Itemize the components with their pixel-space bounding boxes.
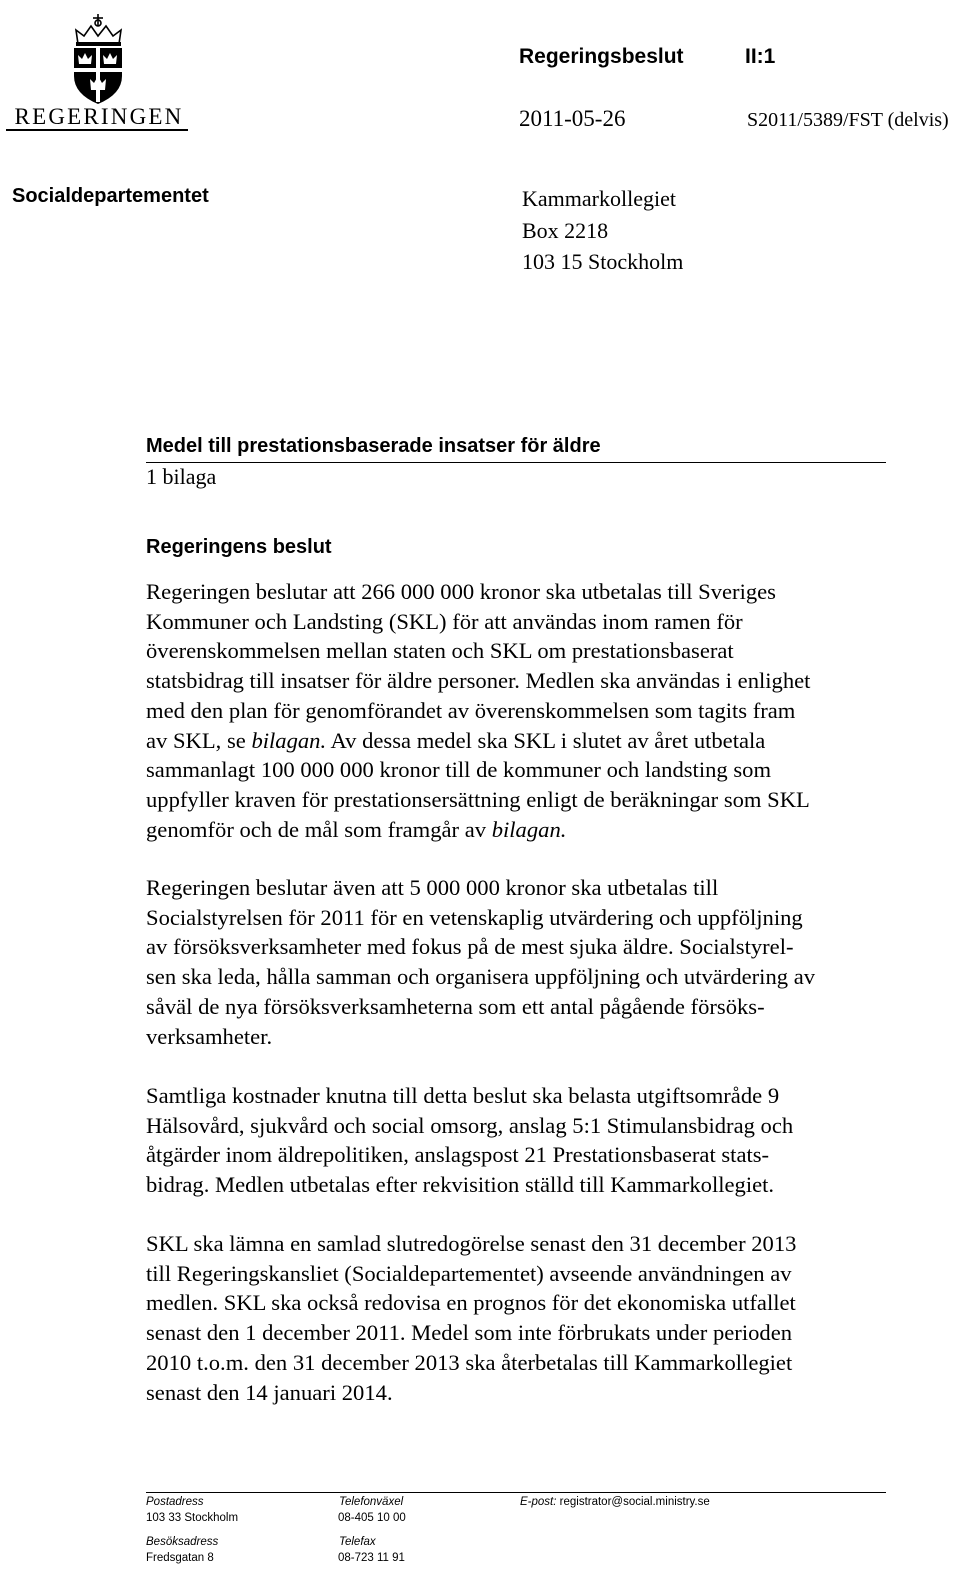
paragraph-1 bbox=[146, 577, 906, 844]
text-line: åtgärder inom äldrepolitiken, anslagspost 21 Prestationsbaserat stats- bbox=[146, 1142, 770, 1168]
decision-date: 2011-05-26 bbox=[519, 106, 626, 131]
text-line: Regeringen beslutar att 266 000 000 kronor ska utbetalas till Sveriges bbox=[146, 579, 776, 604]
footer-divider bbox=[146, 1492, 886, 1493]
text-line: sammanlagt 100 000 000 kronor till de kommuner och landsting som bbox=[146, 757, 772, 783]
text-line: Socialstyrelsen för 2011 för en vetenskaplig utvärdering och uppföljning bbox=[146, 904, 803, 930]
attachments-note: 1 bilaga bbox=[146, 464, 217, 489]
recipient-address bbox=[522, 183, 683, 278]
text-line: bidrag. Medlen utbetalas efter rekvisition ställd till Kammarkollegiet. bbox=[146, 1172, 775, 1198]
text-line: Hälsovård, sjukvård och social omsorg, anslag 5:1 Stimulansbidrag och bbox=[146, 1112, 794, 1138]
text-line: uppfyller kraven för prestationsersättning enligt de beräkningar som SKL bbox=[146, 786, 810, 812]
text-line bbox=[146, 726, 906, 756]
item-number: II:1 bbox=[745, 45, 776, 68]
visiting-address-value: Fredsgatan 8 bbox=[146, 1552, 214, 1564]
department-name: Socialdepartementet bbox=[12, 185, 209, 207]
text-line: medlen. SKL ska också redovisa en prognos för det ekonomiska utfallet bbox=[146, 1290, 796, 1316]
section-heading: Regeringens beslut bbox=[146, 536, 332, 558]
email-label: E-post: bbox=[520, 1496, 557, 1508]
text-line: Regeringen beslutar även att 5 000 000 kronor ska utbetalas till bbox=[146, 875, 719, 900]
reference-number: S2011/5389/FST (delvis) bbox=[747, 109, 949, 131]
text-line: av försöksverksamheter med fokus på de mest sjuka äldre. Socialstyrel- bbox=[146, 934, 794, 960]
government-logo bbox=[6, 2, 188, 132]
switchboard-label: Telefonväxel bbox=[339, 1496, 404, 1508]
paragraph-2 bbox=[146, 873, 906, 1051]
text-line: statsbidrag till insatser för äldre personer. Medlen ska användas i enlighet bbox=[146, 668, 811, 694]
visiting-address-label: Besöksadress bbox=[146, 1536, 219, 1548]
subject-title: Medel till prestationsbaserade insatser för äldre bbox=[146, 435, 886, 463]
paragraph-4 bbox=[146, 1229, 906, 1407]
text-line: till Regeringskansliet (Socialdepartementet) avseende användningen av bbox=[146, 1260, 792, 1286]
text-line: överenskommelsen mellan staten och SKL om prestationsbaserat bbox=[146, 638, 734, 664]
text-segment: genomför och de mål som framgår av bbox=[146, 816, 492, 842]
text-line: senast den 14 januari 2014. bbox=[146, 1379, 393, 1405]
email-row bbox=[520, 1496, 710, 1508]
text-line: senast den 1 december 2011. Medel som inte förbrukats under perioden bbox=[146, 1320, 793, 1346]
text-line: sen ska leda, hålla samman och organisera uppföljning och utvärdering av bbox=[146, 964, 816, 990]
attachment-reference: bilagan. bbox=[251, 727, 327, 753]
postal-address-label: Postadress bbox=[146, 1496, 204, 1508]
document-type: Regeringsbeslut bbox=[519, 45, 684, 68]
postal-address-value: 103 33 Stockholm bbox=[146, 1512, 239, 1524]
text-line: Samtliga kostnader knutna till detta beslut ska belasta utgiftsområde 9 bbox=[146, 1083, 780, 1108]
email-address[interactable]: registrator@social.ministry.se bbox=[559, 1496, 710, 1508]
text-line: med den plan för genomförandet av överenskommelsen som tagits fram bbox=[146, 697, 796, 723]
text-line: SKL ska lämna en samlad slutredogörelse senast den 31 december 2013 bbox=[146, 1231, 797, 1256]
recipient-box: Box 2218 bbox=[522, 217, 609, 243]
logo-wordmark: REGERINGEN bbox=[14, 104, 184, 129]
text-segment: av SKL, se bbox=[146, 727, 252, 753]
text-segment: Av dessa medel ska SKL i slutet av året utbetala bbox=[326, 727, 766, 753]
switchboard-number: 08-405 10 00 bbox=[338, 1512, 406, 1524]
recipient-name: Kammarkollegiet bbox=[522, 186, 676, 211]
text-line bbox=[146, 815, 906, 845]
recipient-city: 103 15 Stockholm bbox=[522, 249, 684, 274]
text-line: Kommuner och Landsting (SKL) för att användas inom ramen för bbox=[146, 608, 743, 634]
fax-label: Telefax bbox=[339, 1536, 376, 1548]
paragraph-3 bbox=[146, 1081, 906, 1200]
text-line: 2010 t.o.m. den 31 december 2013 ska återbetalas till Kammarkollegiet bbox=[146, 1349, 793, 1375]
text-line: verksamheter. bbox=[146, 1023, 273, 1049]
attachment-reference: bilagan. bbox=[491, 816, 567, 842]
text-line: såväl de nya försöksverksamheterna som ett antal pågående försöks- bbox=[146, 993, 765, 1019]
fax-number: 08-723 11 91 bbox=[338, 1552, 405, 1564]
